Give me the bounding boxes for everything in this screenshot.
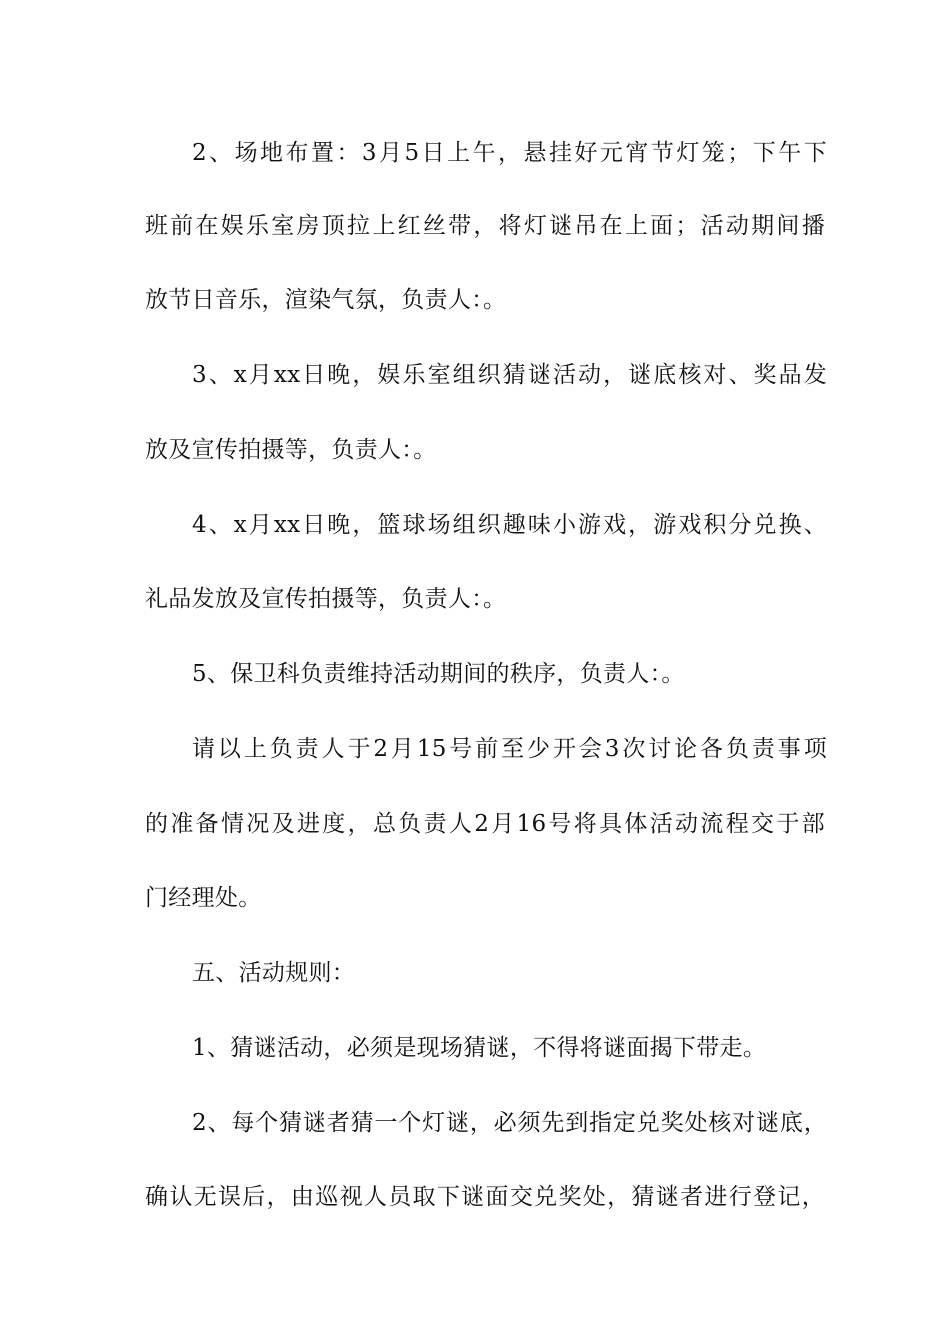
paragraph-meeting-line-3: 门经理处。 [145, 885, 262, 911]
rule-1: 1、猜谜活动，必须是现场猜谜，不得将谜面揭下带走。 [192, 1035, 767, 1061]
paragraph-venue-setup-line-1: 2、场地布置：3月5日上午，悬挂好元宵节灯笼；下午下 [192, 140, 827, 166]
paragraph-games-line-2: 礼品发放及宣传拍摄等，负责人：。 [145, 586, 507, 612]
paragraph-riddle-activity-line-1: 3、x月xx日晚，娱乐室组织猜谜活动，谜底核对、奖品发 [192, 362, 827, 388]
paragraph-games-line-1: 4、x月xx日晚，篮球场组织趣味小游戏，游戏积分兑换、 [192, 512, 827, 538]
paragraph-venue-setup-line-2: 班前在娱乐室房顶拉上红丝带，将灯谜吊在上面；活动期间播 [145, 213, 825, 239]
paragraph-riddle-activity-line-2: 放及宣传拍摄等，负责人：。 [145, 437, 437, 463]
paragraph-meeting-line-2: 的准备情况及进度，总负责人2月16号将具体活动流程交于部 [145, 811, 825, 837]
section-heading-rules: 五、活动规则： [192, 960, 356, 986]
rule-2-line-2: 确认无误后，由巡视人员取下谜面交兑奖处，猜谜者进行登记， [145, 1184, 825, 1210]
paragraph-meeting-line-1: 请以上负责人于2月15号前至少开会3次讨论各负责事项 [192, 736, 827, 762]
paragraph-venue-setup-line-3: 放节日音乐，渲染气氛，负责人：。 [145, 287, 507, 313]
rule-2-line-1: 2、每个猜谜者猜一个灯谜，必须先到指定兑奖处核对谜底， [192, 1110, 827, 1136]
paragraph-security: 5、保卫科负责维持活动期间的秩序，负责人：。 [192, 661, 685, 687]
